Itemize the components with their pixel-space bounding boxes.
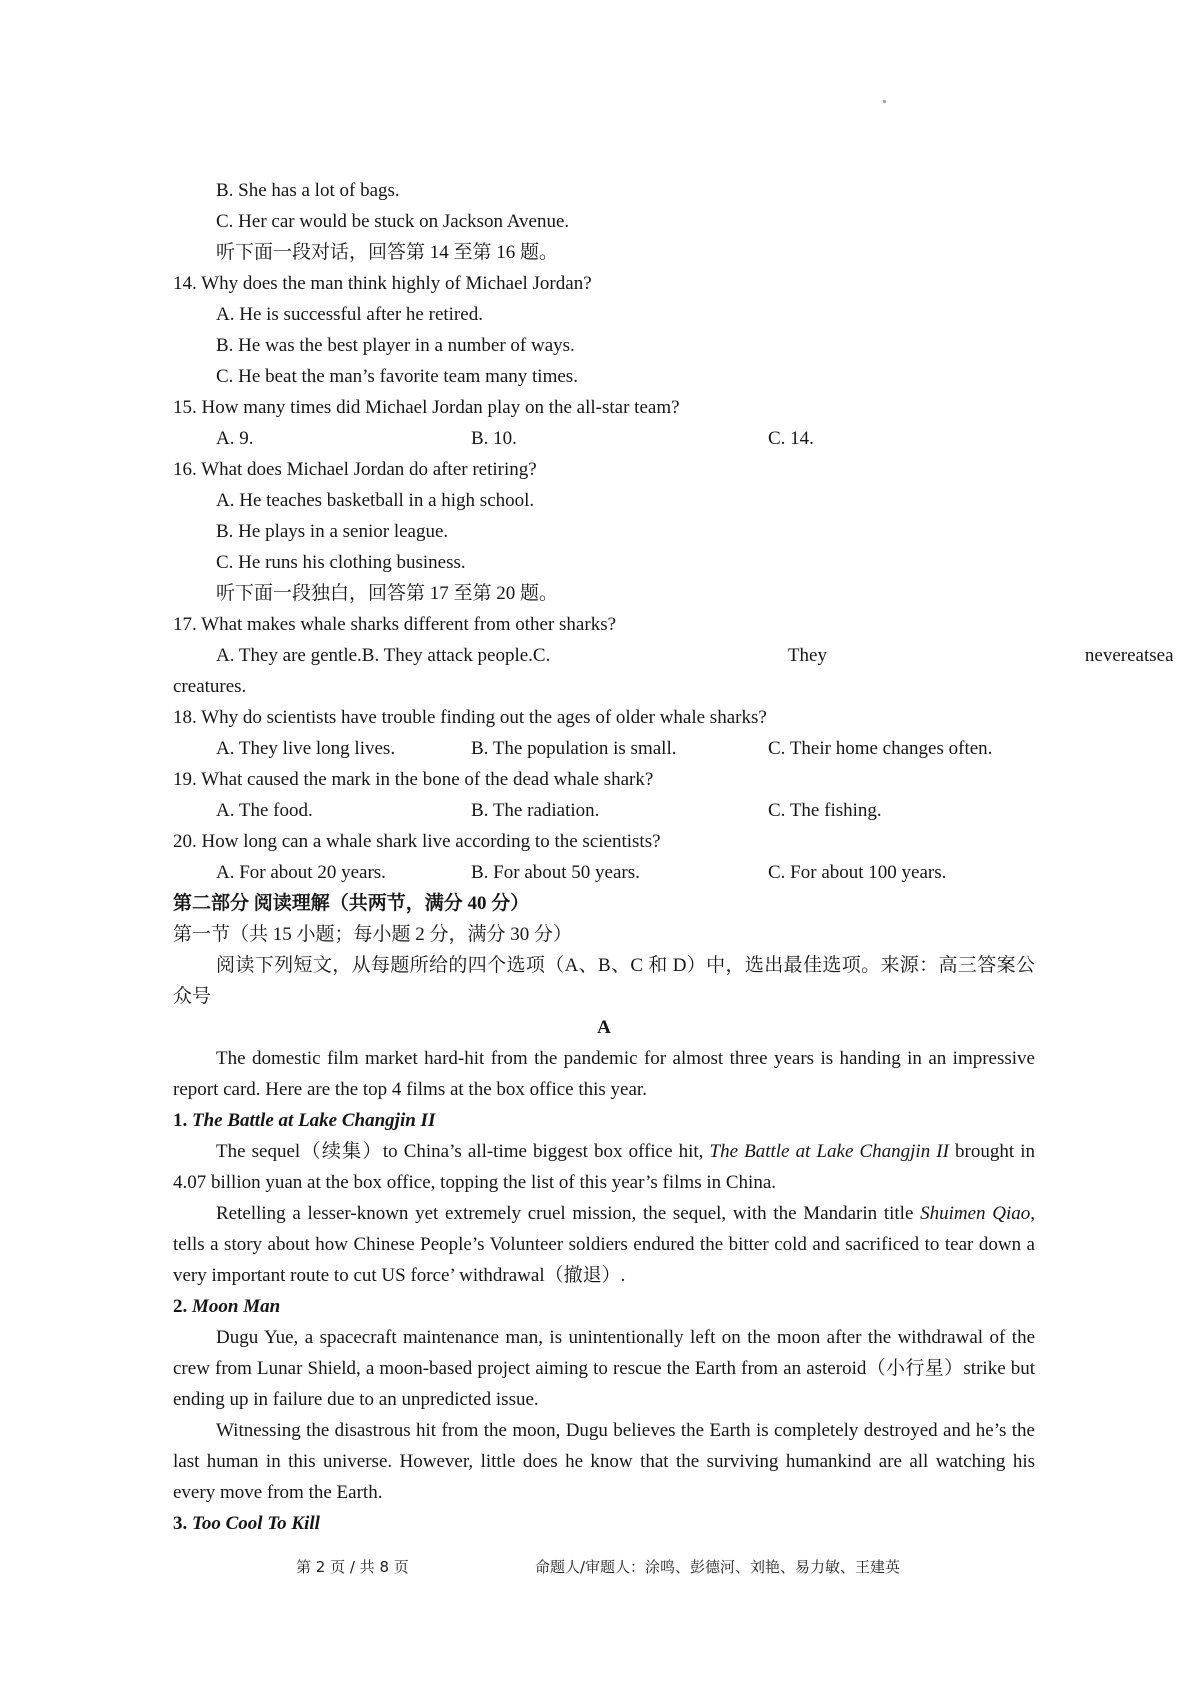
q18-option-b: B. The population is small. xyxy=(471,738,677,759)
q19-option-a: A. The food. xyxy=(216,800,313,821)
film-2-paragraph-2: Witnessing the disastrous hit from the moon, Dugu believes the Earth is completely destroyed and he’s the last human in this universe. However, little does he know that the surviving humankind are all watching his every move from the Earth. xyxy=(173,1420,1035,1503)
film-2-number: 2. xyxy=(173,1296,188,1317)
film-2-title: Moon Man xyxy=(192,1296,281,1317)
film-3-heading xyxy=(173,1508,1035,1539)
q20-stem: 20. How long can a whale shark live according to the scientists? xyxy=(173,831,661,852)
film-2-heading xyxy=(173,1291,1035,1322)
q17-option-c-word: never xyxy=(1084,645,1128,666)
film-1-number: 1. xyxy=(173,1110,188,1131)
q17-option-c-continued: creatures. xyxy=(173,676,247,697)
q16-option-c: C. He runs his clothing business. xyxy=(216,552,466,573)
q14-option-b: B. He was the best player in a number of ways. xyxy=(216,335,575,356)
q19-option-b: B. The radiation. xyxy=(471,800,600,821)
q15-option-b: B. 10. xyxy=(471,428,517,449)
film-1-paragraph-2 xyxy=(173,1198,1035,1291)
authors-line: 命题人/审题人：涂鸣、彭德河、刘艳、易力敏、王建英 xyxy=(535,1558,901,1576)
q20-option-b: B. For about 50 years. xyxy=(471,862,640,883)
q14-option-c: C. He beat the man’s favorite team many times. xyxy=(216,366,578,387)
scan-dot xyxy=(883,100,886,103)
mandarin-title: Shuimen Qiao xyxy=(920,1203,1031,1224)
film-1-title: The Battle at Lake Changjin II xyxy=(192,1110,436,1131)
q18-option-a: A. They live long lives. xyxy=(216,738,396,759)
q13-option-c: C. Her car would be stuck on Jackson Avenue. xyxy=(216,211,570,232)
film-1-heading xyxy=(173,1105,1035,1136)
q20-options xyxy=(173,857,1035,888)
q20-option-a: A. For about 20 years. xyxy=(216,862,386,883)
exam-page xyxy=(173,175,1174,1539)
q19-options xyxy=(173,795,1035,826)
q19-option-c: C. The fishing. xyxy=(768,800,882,821)
instruction-14-16: 听下面一段对话，回答第 14 至第 16 题。 xyxy=(216,242,559,263)
q13-option-b: B. She has a lot of bags. xyxy=(216,180,400,201)
q17-option-c-word: They xyxy=(787,645,827,666)
part-two-title: 第二部分 阅读理解（共两节，满分 40 分） xyxy=(173,893,530,914)
q15-option-a: A. 9. xyxy=(216,428,254,449)
instruction-17-20: 听下面一段独白，回答第 17 至第 20 题。 xyxy=(216,583,559,604)
q14-option-a: A. He is successful after he retired. xyxy=(216,304,483,325)
q15-option-c: C. 14. xyxy=(768,428,814,449)
q15-options xyxy=(173,423,1035,454)
film-1-paragraph-1 xyxy=(173,1136,1035,1198)
text-run: Retelling a lesser-known yet extremely cruel mission, the sequel, with the Mandarin title xyxy=(216,1203,921,1224)
q17-option-c xyxy=(533,640,1174,671)
page-number: 第 2 页 / 共 8 页 xyxy=(296,1558,409,1576)
q16-stem: 16. What does Michael Jordan do after retiring? xyxy=(173,459,537,480)
q18-option-c: C. Their home changes often. xyxy=(768,738,993,759)
reading-instructions: 阅读下列短文，从每题所给的四个选项（A、B、C 和 D）中，选出最佳选项。来源：高三答案公众号 xyxy=(173,955,1035,1007)
text-run: , tells a story about how Chinese People’s Volunteer soldiers endured the bitter cold and sacrificed to tear down a very important route to cut US force’ withdrawal（撤退）. xyxy=(173,1203,1035,1286)
text-run: The sequel（续集）to China’s all-time biggest box office hit, xyxy=(216,1141,710,1162)
section-one-title: 第一节（共 15 小题；每小题 2 分，满分 30 分） xyxy=(173,924,573,945)
q17-option-a: A. They are gentle. xyxy=(216,645,362,666)
passage-label: A xyxy=(597,1017,611,1038)
film-3-number: 3. xyxy=(173,1513,188,1534)
film-2-paragraph-1: Dugu Yue, a spacecraft maintenance man, is unintentionally left on the moon after the withdrawal of the crew from Lunar Shield, a moon-based project aiming to rescue the Earth from an asteroid（小行星）strike but ending up in failure due to an unpredicted issue. xyxy=(173,1327,1035,1410)
text-run: brought in 4.07 billion yuan at the box office, topping the list of this year’s films in China. xyxy=(173,1141,1035,1193)
q17-stem: 17. What makes whale sharks different from other sharks? xyxy=(173,614,617,635)
film-1-title-inline: The Battle at Lake Changjin II xyxy=(709,1141,949,1162)
q16-option-b: B. He plays in a senior league. xyxy=(216,521,449,542)
q19-stem: 19. What caused the mark in the bone of the dead whale shark? xyxy=(173,769,654,790)
q17-options xyxy=(173,640,1174,671)
q18-stem: 18. Why do scientists have trouble finding out the ages of older whale sharks? xyxy=(173,707,767,728)
q17-option-b: B. They attack people. xyxy=(361,645,533,666)
passage-intro: The domestic film market hard-hit from the pandemic for almost three years is handing in an impressive report card. Here are the top 4 films at the box office this year. xyxy=(173,1048,1035,1100)
q17-option-c-word: eat xyxy=(1127,645,1150,666)
q15-stem: 15. How many times did Michael Jordan play on the all-star team? xyxy=(173,397,680,418)
q16-option-a: A. He teaches basketball in a high school. xyxy=(216,490,535,511)
q18-options xyxy=(173,733,1035,764)
q17-option-c-word: sea xyxy=(1149,645,1174,666)
q17-option-c-word: C. xyxy=(532,645,551,666)
q20-option-c: C. For about 100 years. xyxy=(768,862,947,883)
film-3-title: Too Cool To Kill xyxy=(192,1513,320,1534)
q14-stem: 14. Why does the man think highly of Michael Jordan? xyxy=(173,273,592,294)
